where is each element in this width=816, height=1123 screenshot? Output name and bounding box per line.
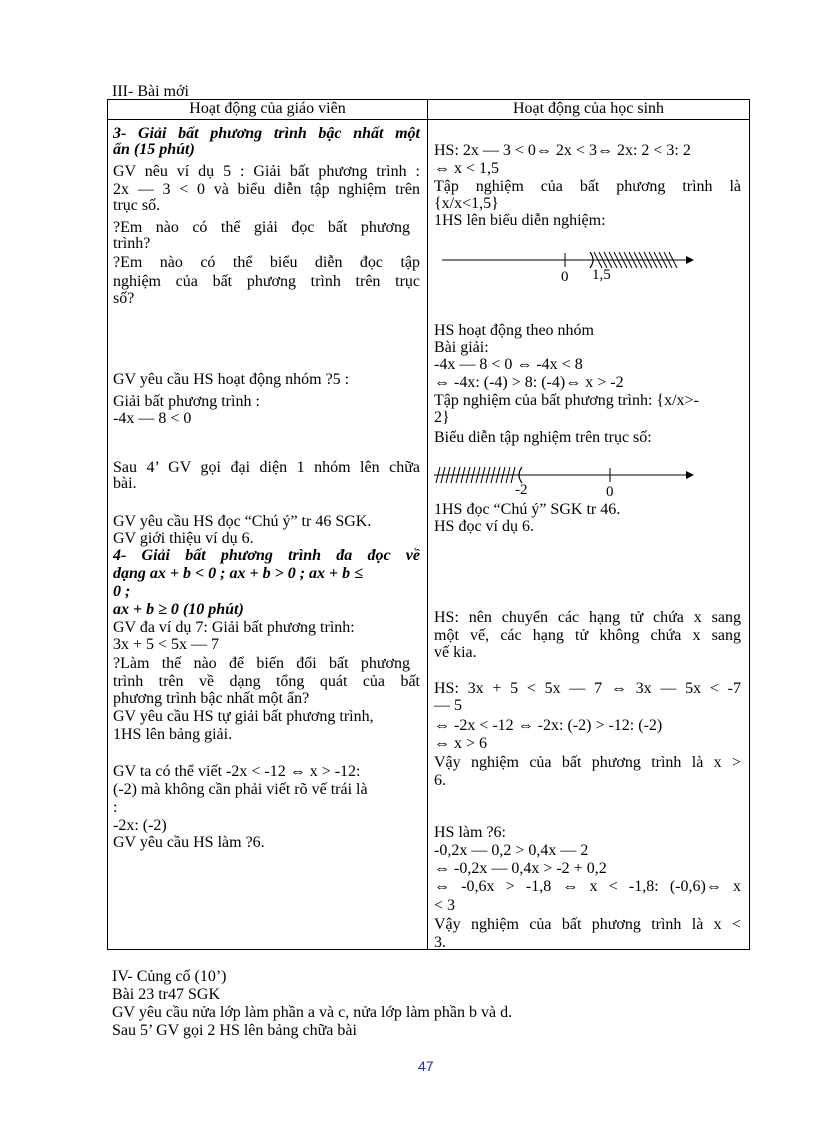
student-line: Biểu diễn tập nghiệm trên trục số: — [434, 429, 652, 446]
teacher-line: -2x: (-2) — [113, 817, 167, 834]
student-line: -0,2x — 0,2 > 0,4x — 2 — [434, 842, 589, 859]
teacher-line: GV yêu cầu HS làm ?6. — [113, 834, 265, 851]
teacher-line: : — [113, 799, 118, 816]
table-row — [108, 120, 750, 950]
page-number: 47 — [418, 1058, 434, 1074]
teacher-line: GV yêu cầu HS hoạt động nhóm ?5 : — [113, 371, 350, 388]
student-line: HS hoạt động theo nhóm — [434, 322, 594, 339]
footer-line: Sau 5’ GV gọi 2 HS lên bảng chữa bài — [112, 1022, 357, 1039]
student-line: -4x — 8 < 0 ⇔ -4x < 8 — [434, 356, 583, 373]
heading-section-3: 3- Giải bất phương trình bậc nhất một — [113, 125, 420, 142]
teacher-line: 2x — 3 < 0 và biểu diễn tập nghiệm trên — [113, 181, 420, 198]
footer-heading: IV- Củng cố (10’) — [112, 968, 227, 985]
student-line: HS: 2x — 3 < 0⇔ 2x < 3⇔ 2x: 2 < 3: 2 — [434, 142, 691, 159]
teacher-line: phương trình bậc nhất một ẩn? — [113, 690, 310, 707]
teacher-line: ?Em nào có thể giải đọc bất phương — [113, 219, 410, 236]
header-student: Hoạt động của học sinh — [428, 100, 750, 120]
student-line: Tập nghiệm của bất phương trình là — [434, 178, 741, 195]
heading-section-4-cont: 0 ; — [113, 583, 131, 600]
teacher-line: số? — [113, 290, 135, 307]
teacher-line: Giải bất phương trình : — [113, 393, 260, 410]
label-minus-two: -2 — [515, 482, 528, 498]
header-teacher: Hoạt động của giáo viên — [108, 100, 428, 120]
teacher-line: GV yêu cầu HS tự giải bất phương trình, — [113, 708, 374, 725]
student-line: Tập nghiệm của bất phương trình: {x/x>- — [434, 392, 699, 409]
student-column — [428, 120, 750, 950]
section-title: III- Bài mới — [112, 83, 189, 100]
student-line: HS: 3x + 5 < 5x — 7 ⇔ 3x — 5x < -7 — [434, 680, 741, 697]
student-line: ⇔ -4x: (-4) > 8: (-4)⇔ x > -2 — [434, 374, 624, 391]
teacher-line: GV ta có thể viết -2x < -12 ⇔ x > -12: — [113, 763, 361, 780]
label-one-point-five: 1,5 — [592, 267, 611, 283]
label-zero: 0 — [561, 269, 569, 284]
student-line: 2} — [434, 409, 450, 426]
activity-table — [107, 99, 750, 950]
teacher-line: trục số. — [113, 197, 161, 214]
table-header-row — [108, 100, 750, 120]
student-line: {x/x<1,5} — [434, 195, 499, 212]
teacher-line: ?Làm thế nào để biến đổi bất phương — [113, 655, 410, 672]
student-line: ⇔ -0,2x — 0,4x > -2 + 0,2 — [434, 860, 607, 877]
student-line: ⇔ -2x < -12 ⇔ -2x: (-2) > -12: (-2) — [434, 717, 663, 734]
student-line: 3. — [434, 934, 446, 951]
teacher-line: trình? — [113, 235, 151, 252]
number-line-2 — [432, 463, 694, 499]
teacher-line: GV yêu cầu HS đọc “Chú ý” tr 46 SGK. — [113, 513, 372, 530]
teacher-line: GV nêu ví dụ 5 : Giải bất phương trình : — [113, 163, 420, 180]
student-line: HS đọc ví dụ 6. — [434, 518, 534, 535]
heading-section-3-cont: ẩn (15 phút) — [113, 141, 195, 158]
heading-section-4-cont: dạng ax + b < 0 ; ax + b > 0 ; ax + b ≤ — [113, 565, 363, 582]
arrow-head — [686, 471, 694, 479]
student-line: < 3 — [434, 897, 456, 914]
footer-line: GV yêu cầu nửa lớp làm phần a và c, nửa lớp làm phần b và d. — [112, 1004, 513, 1021]
student-line: vế kia. — [434, 644, 477, 661]
student-line: 6. — [434, 772, 446, 789]
footer-line: Bài 23 tr47 SGK — [112, 986, 220, 1003]
student-line: Vậy nghiệm của bất phương trình là x > — [434, 754, 741, 771]
student-line: HS làm ?6: — [434, 824, 506, 841]
teacher-line: nghiệm của bất phương trình trên trục — [113, 273, 420, 290]
teacher-line: bài. — [113, 475, 137, 492]
student-line: ⇔ -0,6x > -1,8 ⇔ x < -1,8: (-0,6)⇔ x — [434, 878, 741, 895]
label-zero: 0 — [606, 484, 614, 499]
heading-section-4: 4- Giải bất phương trình đa đọc về — [113, 547, 420, 564]
heading-section-4-cont: ax + b ≥ 0 (10 phút) — [113, 601, 244, 618]
teacher-line: trình trên về dạng tổng quát của bất — [113, 673, 420, 690]
teacher-line: Sau 4’ GV gọi đại diện 1 nhóm lên chữa — [113, 459, 420, 476]
student-line: Bài giải: — [434, 339, 489, 356]
student-line: 1HS lên biểu diễn nghiệm: — [434, 212, 606, 229]
teacher-line: 1HS lên bảng giải. — [113, 726, 233, 743]
student-line: 1HS đọc “Chú ý” SGK tr 46. — [434, 501, 621, 518]
student-line: — 5 — [434, 697, 462, 714]
student-line: ⇔ x > 6 — [434, 735, 488, 752]
teacher-column — [108, 120, 428, 950]
student-line: Vậy nghiệm của bất phương trình là x < — [434, 916, 741, 933]
teacher-line: 3x + 5 < 5x — 7 — [113, 636, 220, 653]
student-line: HS: nên chuyển các hạng tử chứa x sang — [434, 609, 741, 626]
teacher-line: GV giới thiệu ví dụ 6. — [113, 530, 254, 547]
arrow-head — [686, 256, 694, 264]
student-line: ⇔ x < 1,5 — [434, 160, 500, 177]
teacher-line: ?Em nào có thể biểu diễn đọc tập — [113, 254, 420, 271]
number-line-1 — [434, 248, 694, 284]
teacher-line: -4x — 8 < 0 — [113, 410, 192, 427]
teacher-line: GV đa ví dụ 7: Giải bất phương trình: — [113, 619, 355, 636]
teacher-line: (-2) mà không cần phải viết rõ vế trái là — [113, 781, 368, 798]
student-line: một vế, các hạng tử không chứa x sang — [434, 627, 741, 644]
